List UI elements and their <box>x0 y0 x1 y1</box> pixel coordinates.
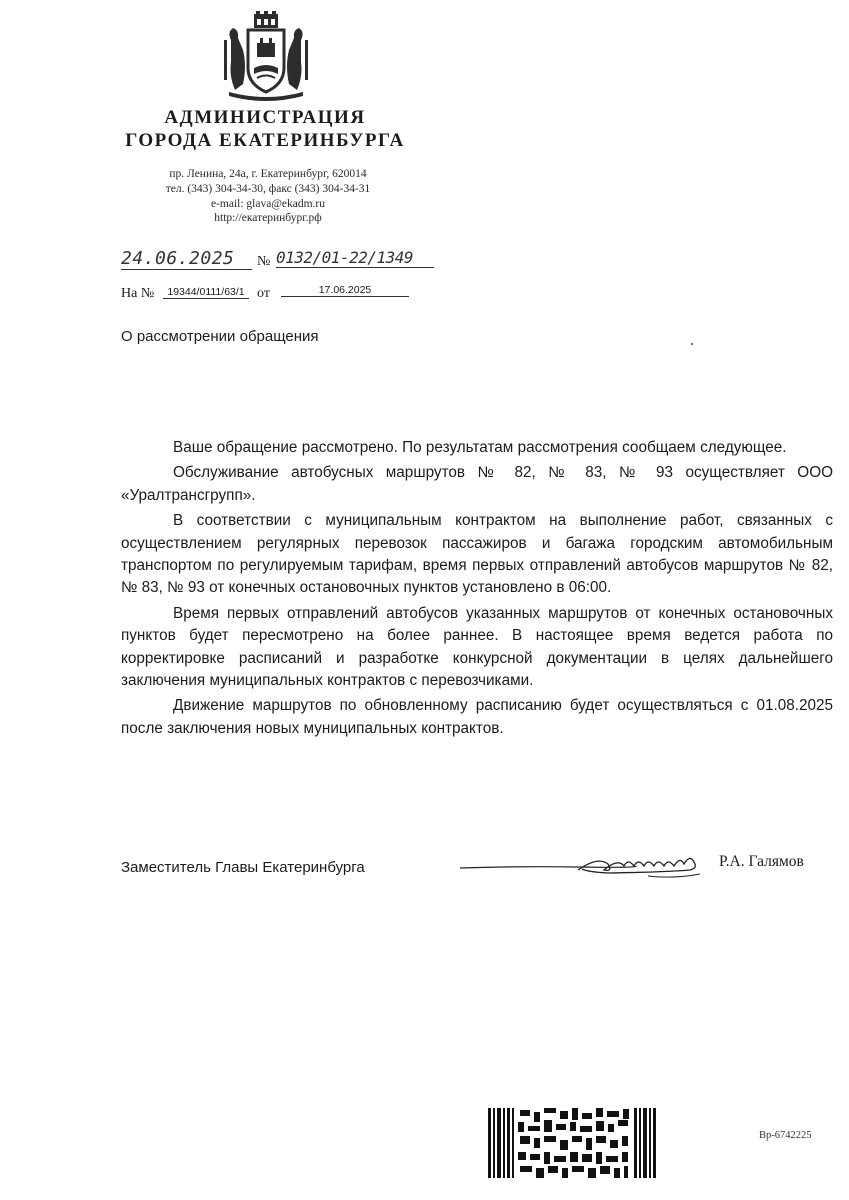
incoming-label: На № <box>121 286 155 301</box>
subject-line: О рассмотрении обращения <box>121 328 319 345</box>
scan-dot <box>691 343 693 345</box>
body-paragraph: Обслуживание автобусных маршрутов № 82, № 83, № 93 осуществляет ООО «Уралтрансгрупп». <box>121 464 833 504</box>
org-email: e-mail: glava@ekadm.ru <box>210 198 326 210</box>
signatory-title: Заместитель Главы Екатеринбурга <box>121 859 365 876</box>
org-name-line1: АДМИНИСТРАЦИЯ <box>164 107 366 128</box>
body-paragraph: Движение маршрутов по обновленному расписанию будет осуществляться с 01.08.2025 после заключения новых муниципальных контрактов. <box>121 697 833 737</box>
registration-number: Вр-6742225 <box>759 1130 812 1141</box>
org-website: http://екатеринбург.рф <box>214 212 322 224</box>
org-address: пр. Ленина, 24а, г. Екатеринбург, 620014 <box>169 168 367 180</box>
barcode-icon <box>488 1108 660 1178</box>
outgoing-date: 24.06.2025 <box>121 248 252 270</box>
incoming-number: 19344/0111/63/1 <box>163 286 249 299</box>
incoming-date: 17.06.2025 <box>281 284 409 297</box>
body-paragraph: Ваше обращение рассмотрено. По результатам рассмотрения сообщаем следующее. <box>173 439 787 456</box>
coat-of-arms-icon <box>221 10 311 102</box>
incoming-from-label: от <box>257 286 270 301</box>
body-paragraph: Время первых отправлений автобусов указанных маршрутов от конечных остановочных пунктов будет пересмотрено на более раннее. В настоящее время ведется работа по корректировке расписаний и разработке конкурсной документации в целях дальнейшего заключения муниципальных контрактов с перевозчиками. <box>121 604 833 690</box>
outgoing-number-label: № <box>257 254 271 269</box>
letter-body <box>121 437 833 740</box>
org-phone-fax: тел. (343) 304-34-30, факс (343) 304-34-31 <box>165 183 371 195</box>
handwritten-signature <box>458 846 713 882</box>
body-paragraph: В соответствии с муниципальным контрактом на выполнение работ, связанных с осуществлением регулярных перевозок пассажиров и багажа городским автомобильным транспортом по регулируемым тарифам, время первых отправлений автобусов маршрутов № 82, № 83, № 93 от конечных остановочных пунктов установлено в 06:00. <box>121 512 833 597</box>
org-name-line2: ГОРОДА ЕКАТЕРИНБУРГА <box>125 130 405 151</box>
signatory-name: Р.А. Галямов <box>719 853 804 870</box>
outgoing-number: 0132/01-22/1349 <box>276 248 434 268</box>
